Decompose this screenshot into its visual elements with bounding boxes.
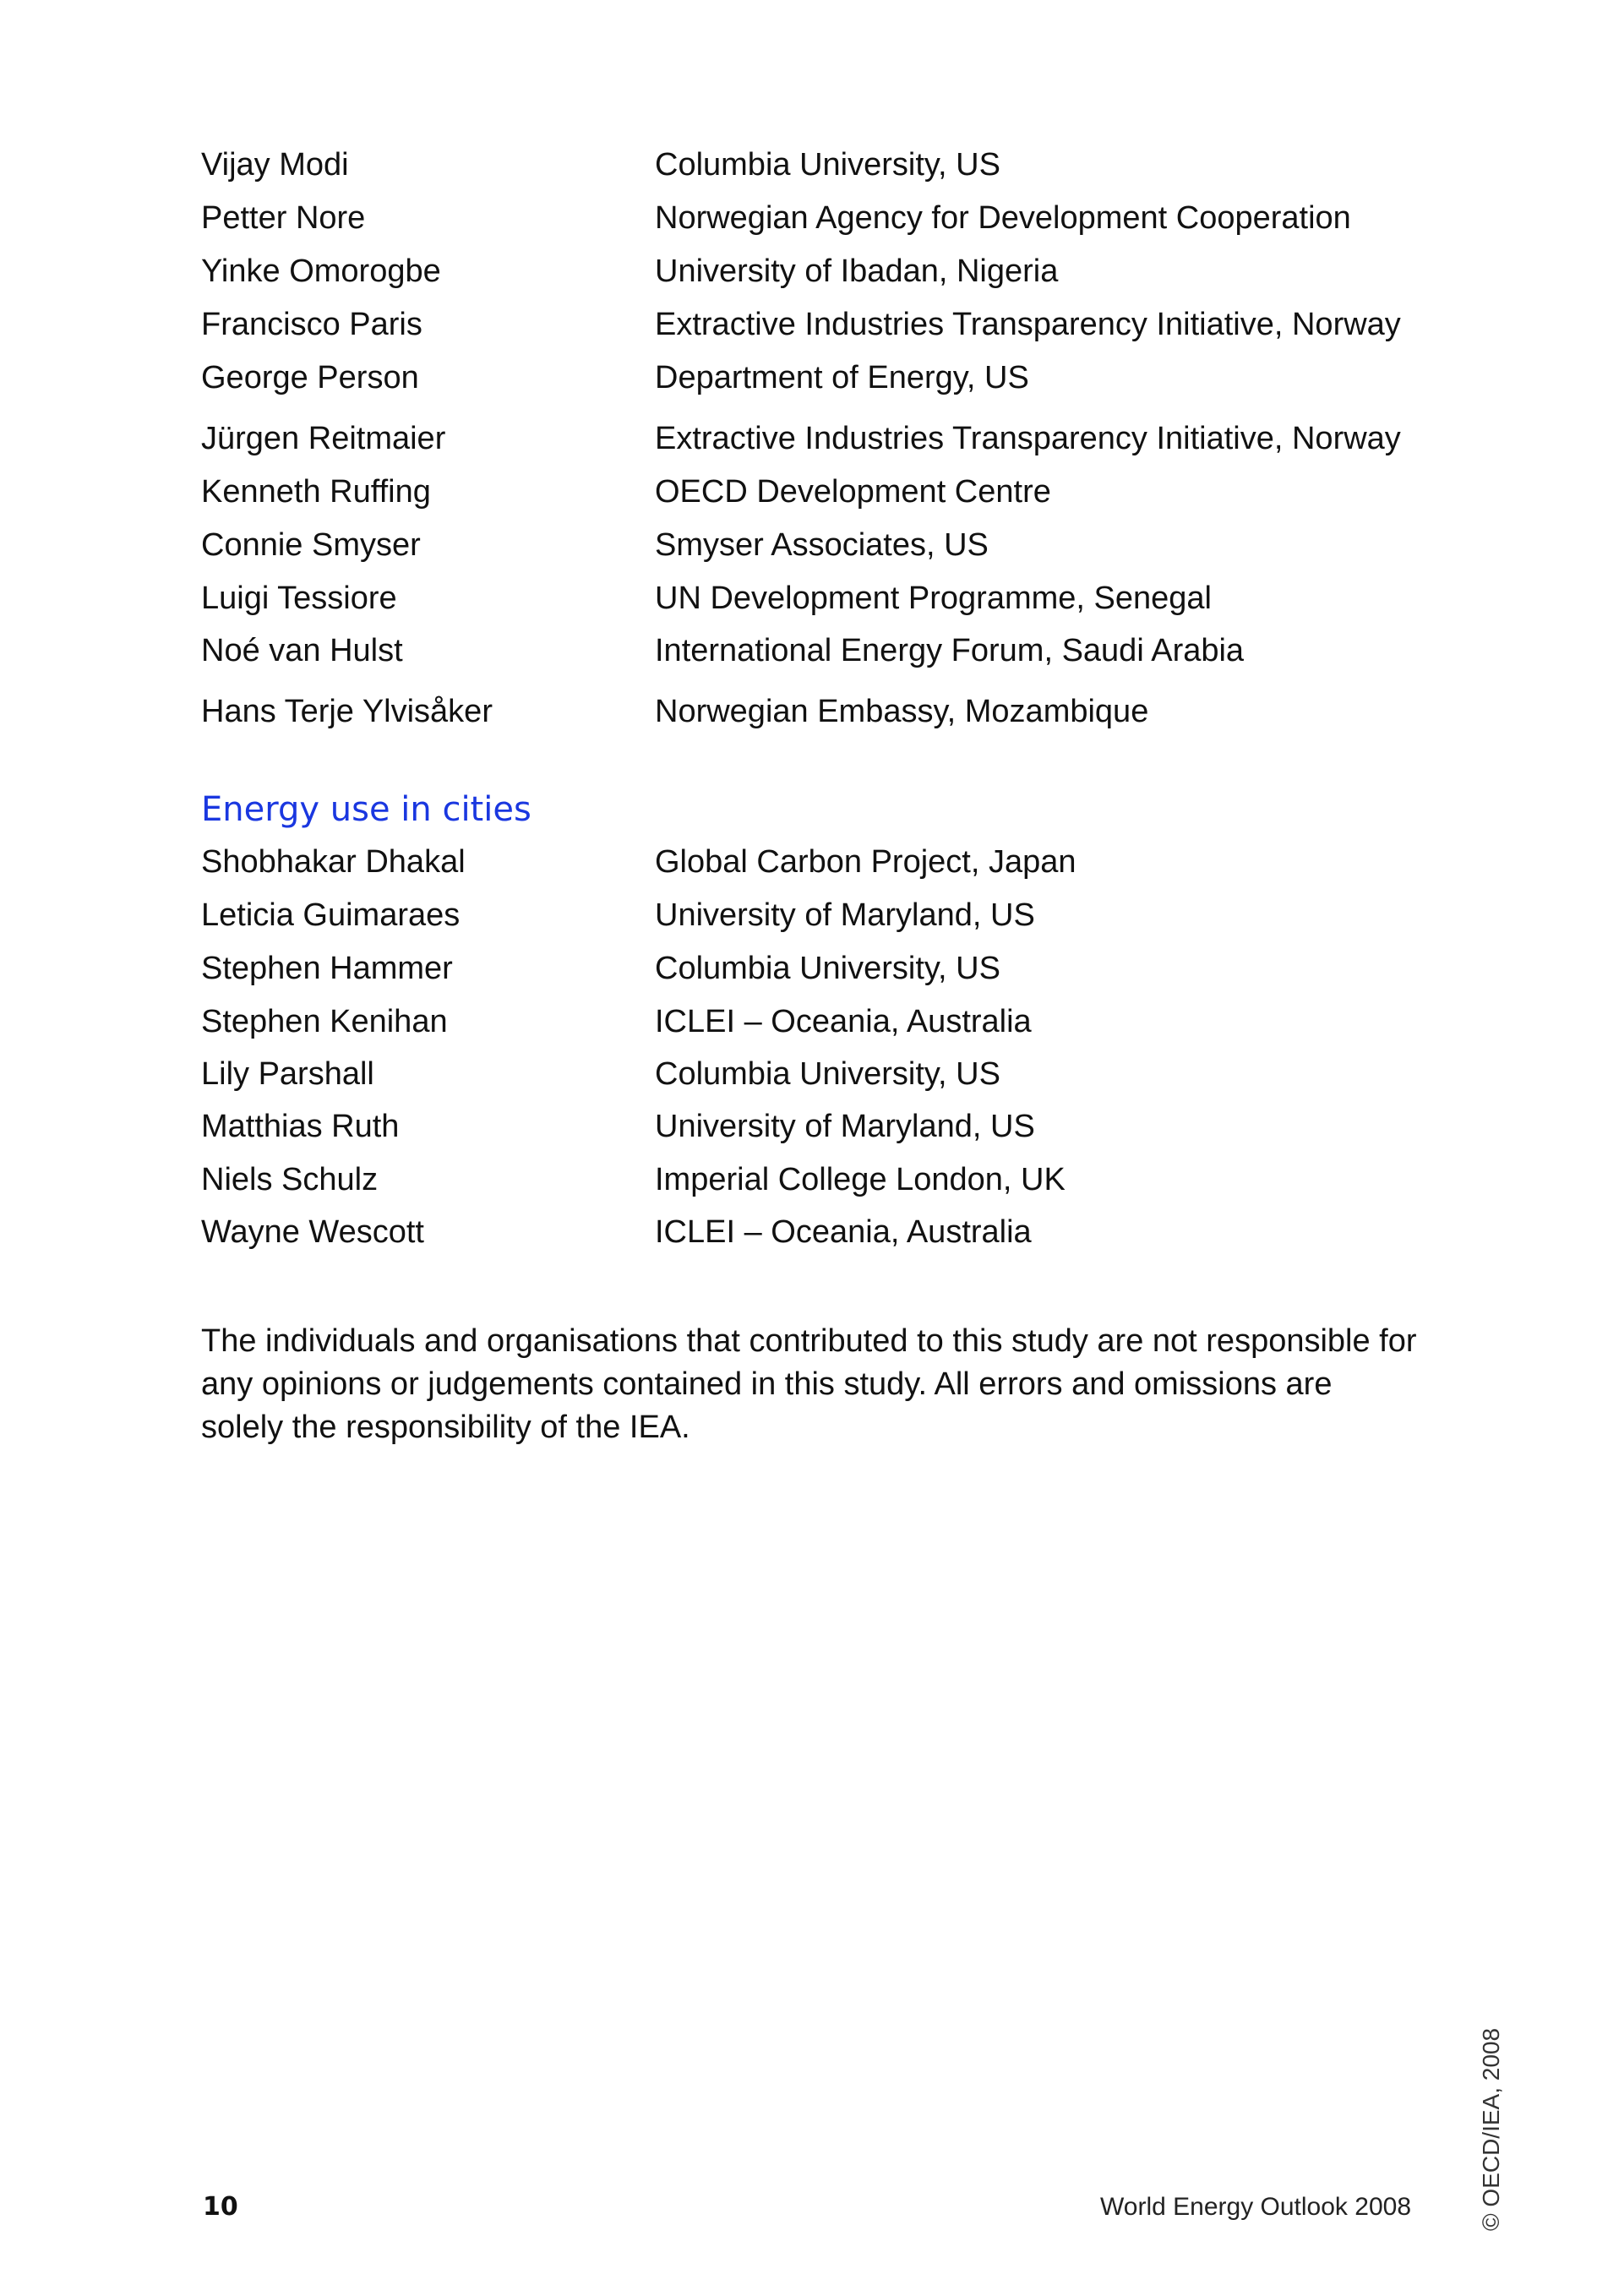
contributor-row [201,413,1418,464]
contributor-org: Global Carbon Project, Japan [655,844,1076,880]
contributor-name: Noé van Hulst [201,633,403,668]
contributor-row [201,466,1418,517]
contributor-name: Matthias Ruth [201,1109,400,1144]
contributor-row [201,686,1418,737]
contributor-org: ICLEI – Oceania, Australia [655,1004,1032,1039]
contributor-org: Norwegian Embassy, Mozambique [655,694,1149,729]
contributor-name: Yinke Omorogbe [201,254,441,289]
contributor-org: OECD Development Centre [655,474,1051,510]
contributor-row [201,837,1418,887]
contributor-name: Petter Nore [201,200,366,236]
contributor-org: Norwegian Agency for Development Cooperation [655,200,1351,236]
contributor-name: Hans Terje Ylvisåker [201,694,493,729]
contributor-row [201,625,1418,676]
contributor-name: George Person [201,360,419,395]
contributor-org: Extractive Industries Transparency Initiative, Norway [655,421,1401,456]
contributor-row [201,139,1418,190]
contributor-name: Niels Schulz [201,1162,379,1197]
contributor-row [201,193,1418,243]
contributor-org: University of Maryland, US [655,897,1035,933]
contributor-org: University of Maryland, US [655,1109,1035,1144]
contributor-org: Columbia University, US [655,951,1000,986]
contributor-org: Columbia University, US [655,1056,1000,1092]
contributor-row [201,1101,1418,1152]
contributor-name: Leticia Guimaraes [201,897,461,933]
contributor-org: Columbia University, US [655,147,1000,183]
contributor-name: Vijay Modi [201,147,349,183]
page-number: 10 [203,2192,238,2222]
contributor-name: Stephen Hammer [201,951,453,986]
section-heading: Energy use in cities [201,790,531,829]
contributor-row [201,246,1418,297]
contributor-org: Smyser Associates, US [655,527,989,563]
contributor-name: Stephen Kenihan [201,1004,448,1039]
contributor-name: Jürgen Reitmaier [201,421,446,456]
contributor-name: Connie Smyser [201,527,421,563]
contributor-org: Department of Energy, US [655,360,1029,395]
disclaimer-paragraph: The individuals and organisations that contributed to this study are not responsible for any opinions or judgements contained in this study. All errors and omissions are solely the responsibility of the IEA. [201,1323,1417,1445]
contributor-org: Extractive Industries Transparency Initiative, Norway [655,307,1401,342]
contributor-row [201,352,1418,403]
contributor-row [201,299,1418,350]
contributor-row [201,890,1418,941]
contributor-row [201,943,1418,994]
contributor-name: Lily Parshall [201,1056,374,1092]
contributor-org: International Energy Forum, Saudi Arabia [655,633,1245,668]
contributor-row [201,1154,1418,1205]
contributor-row [201,1049,1418,1099]
copyright-notice: © OECD/IEA, 2008 [1478,2027,1504,2231]
contributor-row [201,1207,1418,1257]
contributor-name: Wayne Wescott [201,1214,424,1250]
publication-title: World Energy Outlook 2008 [1100,2193,1411,2221]
contributor-name: Luigi Tessiore [201,581,397,616]
contributor-row [201,573,1418,624]
contributor-org: University of Ibadan, Nigeria [655,254,1059,289]
contributor-row [201,996,1418,1047]
contributor-name: Francisco Paris [201,307,422,342]
contributor-name: Kenneth Ruffing [201,474,431,510]
contributor-row [201,520,1418,570]
contributor-org: Imperial College London, UK [655,1162,1066,1197]
contributor-org: UN Development Programme, Senegal [655,581,1212,616]
contributor-name: Shobhakar Dhakal [201,844,466,880]
contributor-org: ICLEI – Oceania, Australia [655,1214,1032,1250]
